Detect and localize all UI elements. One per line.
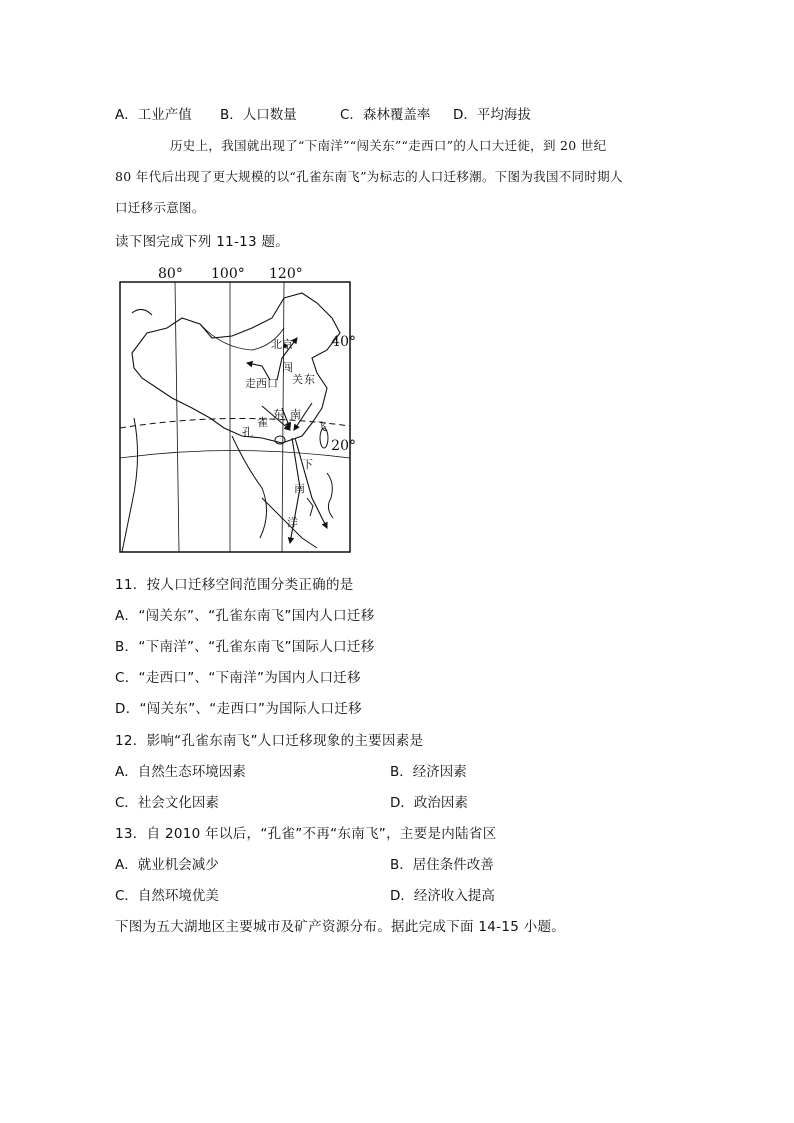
label-dong2: 东 (273, 408, 284, 421)
q12-option-d: D．政治因素 (390, 795, 468, 811)
q11-option-c: C．“走西口”、“下南洋”为国内人口迁移 (115, 670, 361, 686)
label-fei: 飞 (316, 420, 327, 433)
parallel-20 (120, 451, 350, 459)
q11-option-a: A．“闯关东”、“孔雀东南飞”国内人口迁移 (115, 608, 375, 624)
intro-line-1: 历史上，我国就出现了“下南洋”“闯关东”“走西口”的人口大迁徙，到 20 世纪 (170, 138, 607, 153)
q13-option-d: D．经济收入提高 (390, 888, 495, 904)
option-d: D．平均海拔 (453, 107, 531, 123)
q13-option-c: C．自然环境优美 (115, 888, 219, 904)
label-guan: 关 (292, 373, 303, 386)
q12-option-c: C．社会文化因素 (115, 795, 219, 811)
q11-stem: 11．按人口迁移空间范围分类正确的是 (115, 577, 354, 593)
q13-option-b: B．居住条件改善 (390, 857, 494, 873)
q11-option-d: D．“闯关东”、“走西口”为国际人口迁移 (115, 701, 362, 717)
lat-label-40: 40° (331, 334, 356, 350)
migration-map (112, 258, 357, 556)
option-b: B．人口数量 (220, 107, 297, 123)
option-c: C．森林覆盖率 (340, 107, 431, 123)
closing-instruction: 下图为五大湖地区主要城市及矿产资源分布。据此完成下面 14-15 小题。 (115, 919, 566, 935)
label-beijing: 北京 (271, 338, 293, 351)
label-chuang: 闯 (282, 361, 293, 374)
intro-line-2: 80 年代后出现了更大规模的以“孔雀东南飞”为标志的人口迁移潮。下图为我国不同时期人 (115, 169, 623, 184)
island-small (307, 498, 313, 516)
q12-option-a: A．自然生态环境因素 (115, 764, 246, 780)
label-zouxikou: 走西口 (245, 377, 278, 390)
lon-label-100: 100° (211, 266, 245, 282)
label-nan2: 南 (294, 482, 305, 495)
instruction: 读下图完成下列 11-13 题。 (115, 234, 290, 250)
q12-option-b: B．经济因素 (390, 764, 467, 780)
label-nan: 南 (290, 408, 301, 421)
lon-label-80: 80° (158, 266, 183, 282)
philippines-island (327, 473, 333, 518)
q11-option-b: B．“下南洋”、“孔雀东南飞”国际人口迁移 (115, 639, 375, 655)
label-kong: 孔 (242, 426, 253, 439)
option-a: A．工业产值 (115, 107, 192, 123)
q13-option-a: A．就业机会减少 (115, 857, 219, 873)
lat-label-20: 20° (331, 438, 356, 454)
coast-west (122, 418, 138, 552)
intro-line-3: 口迁移示意图。 (115, 200, 205, 215)
label-xia: 下 (302, 458, 313, 471)
lon-label-120: 120° (269, 266, 303, 282)
china-outline (132, 293, 340, 443)
label-dong: 东 (304, 373, 315, 386)
lake-shape (132, 309, 152, 315)
label-yang: 洋 (287, 516, 298, 529)
label-que: 雀 (257, 416, 268, 429)
q12-stem: 12．影响“孔雀东南飞”人口迁移现象的主要因素是 (115, 733, 424, 749)
q13-stem: 13．自 2010 年以后，“孔雀”不再“东南飞”，主要是内陆省区 (115, 826, 497, 842)
